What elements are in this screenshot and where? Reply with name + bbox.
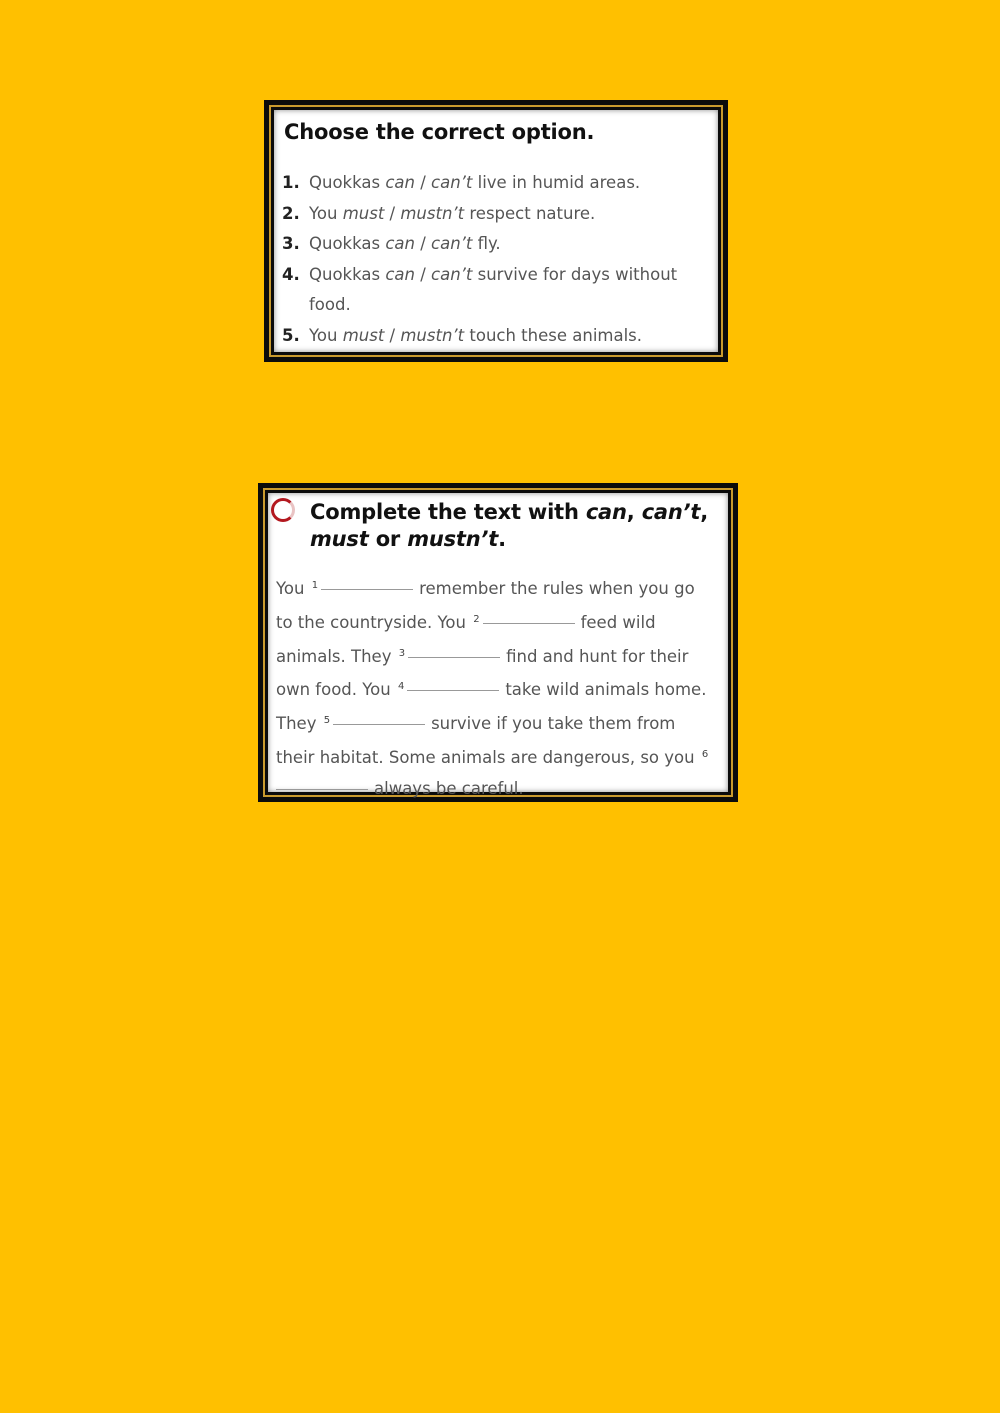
gap-number: 6 [701, 748, 709, 760]
option-b[interactable]: can’t [431, 234, 473, 253]
question-number: 5. [282, 325, 300, 345]
option-a[interactable]: must [342, 203, 385, 223]
question-item: 4. Quokkas can / can’t survive for days without food. [282, 260, 699, 321]
card-frame [269, 105, 723, 357]
gap-blank[interactable] [408, 656, 500, 658]
exercise-card-choose-option [264, 100, 728, 362]
option-b[interactable]: mustn’t [400, 325, 465, 345]
gap-number: 2 [473, 613, 480, 625]
gap-blank[interactable] [407, 689, 499, 691]
card-frame [263, 488, 733, 797]
gap-blank[interactable] [276, 788, 368, 790]
option-a[interactable]: must [342, 325, 385, 345]
question-number: 1. [282, 173, 300, 192]
option-b[interactable]: can’t [431, 173, 473, 192]
gap-number: 3 [398, 647, 406, 659]
circle-bullet-icon [271, 498, 295, 522]
option-a[interactable]: can [385, 264, 415, 284]
question-list [282, 168, 699, 351]
exercise-title: Choose the correct option. [284, 120, 595, 144]
gap-number: 5 [323, 715, 331, 727]
card-body [268, 493, 728, 798]
gap-fill-paragraph: You $^1$ remember the rules when you go to the countryside. You $^2$ feed wild animals. They $^3$ find and hunt for their own food. You $^4$ take wild animals home. They $^5$ survive if you take them from their habitat. Some animals are dangerous, so you $^6$always be careful. [276, 579, 709, 798]
question-number: 2. [282, 203, 300, 223]
exercise-title: Complete the text with can, can’t, must or mustn’t. [310, 500, 709, 551]
option-b[interactable]: mustn’t [400, 203, 465, 223]
option-a[interactable]: can [385, 173, 415, 192]
question-item: 2. You must / mustn’t respect nature. [282, 199, 699, 230]
question-item: 1. Quokkas can / can’t live in humid areas. [282, 168, 699, 199]
card-body [274, 110, 718, 352]
question-item: 3. Quokkas can / can’t fly. [282, 229, 699, 260]
option-b[interactable]: can’t [431, 264, 473, 284]
option-a[interactable]: can [385, 234, 415, 253]
question-item: 5. You must / mustn’t touch these animals. [282, 321, 699, 352]
gap-blank[interactable] [483, 622, 575, 624]
question-number: 4. [282, 264, 300, 284]
gap-number: 4 [397, 681, 405, 693]
gap-blank[interactable] [333, 723, 425, 725]
gap-blank[interactable] [321, 588, 413, 590]
gap-number: 1 [311, 580, 319, 591]
exercise-card-complete-text [258, 483, 738, 802]
question-number: 3. [282, 234, 300, 253]
